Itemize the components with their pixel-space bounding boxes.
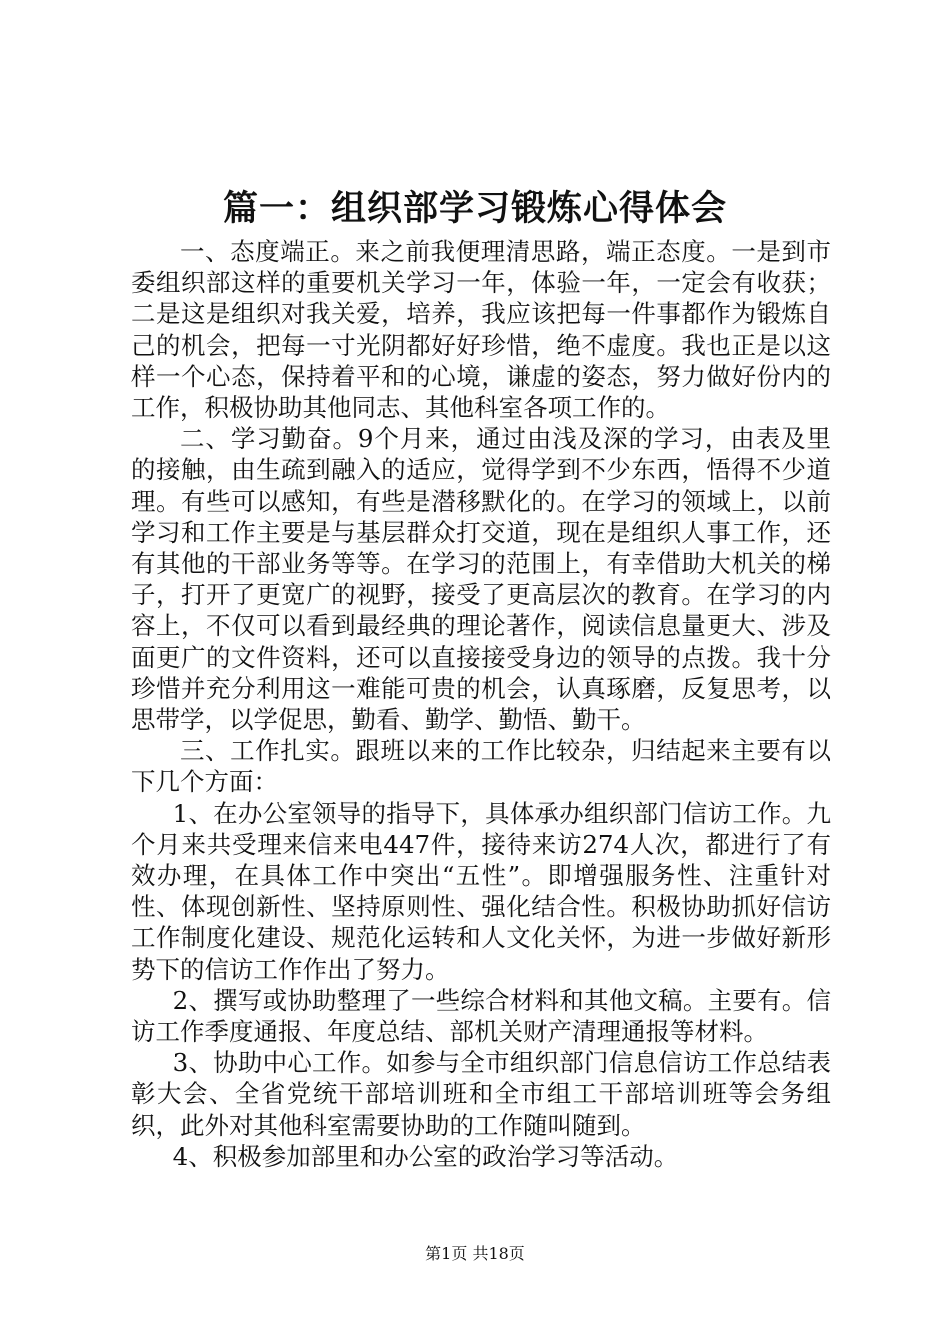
paragraph-item-2: 2、撰写或协助整理了一些综合材料和其他文稿。主要有。信访工作季度通报、年度总结、部机关财产清理通报等材料。 [131,985,831,1047]
document-body [131,236,831,1172]
page-title: 篇一：组织部学习锻炼心得体会 [222,188,727,229]
paragraph-attitude: 一、态度端正。来之前我便理清思路，端正态度。一是到市委组织部这样的重要机关学习一年，体验一年，一定会有收获；二是这是组织对我关爱，培养，我应该把每一件事都作为锻炼自己的机会，把每一寸光阴都好好珍惜，绝不虚度。我也正是以这样一个心态，保持着平和的心境，谦虚的姿态，努力做好份内的工作，积极协助其他同志、其他科室各项工作的。 [131,237,831,423]
paragraph-item-4: 4、积极参加部里和办公室的政治学习等活动。 [172,1141,679,1171]
paragraph-work: 三、工作扎实。跟班以来的工作比较杂，归结起来主要有以下几个方面： [131,736,831,797]
paragraph-study: 二、学习勤奋。9个月来，通过由浅及深的学习，由表及里的接触，由生疏到融入的适应，觉得学到不少东西，悟得不少道理。有些可以感知，有些是潜移默化的。在学习的领域上，以前学习和工作主要是与基层群众打交道，现在是组织人事工作，还有其他的干部业务等等。在学习的范围上，有幸借助大机关的梯子，打开了更宽广的视野，接受了更高层次的教育。在学习的内容上，不仅可以看到最经典的理论著作，阅读信息量更大、涉及面更广的文件资料，还可以直接接受身边的领导的点拨。我十分珍惜并充分利用这一难能可贵的机会，认真琢磨，反复思考，以思带学，以学促思，勤看、勤学、勤悟、勤干。 [131,424,831,735]
paragraph-item-3: 3、协助中心工作。如参与全市组织部门信息信访工作总结表彰大会、全省党统干部培训班和全市组工干部培训班等会务组织，此外对其他科室需要协助的工作随叫随到。 [131,1048,831,1140]
paragraph-item-1: 1、在办公室领导的指导下，具体承办组织部门信访工作。九个月来共受理来信来电447件，接待来访274人次，都进行了有效办理，在具体工作中突出“五性”。即增强服务性、注重针对性、体现创新性、坚持原则性、强化结合性。积极协助抓好信访工作制度化建设、规范化运转和人文化关怀，为进一步做好新形势下的信访工作作出了努力。 [131,798,831,984]
page-footer: 第1页 共18页 [425,1244,525,1263]
